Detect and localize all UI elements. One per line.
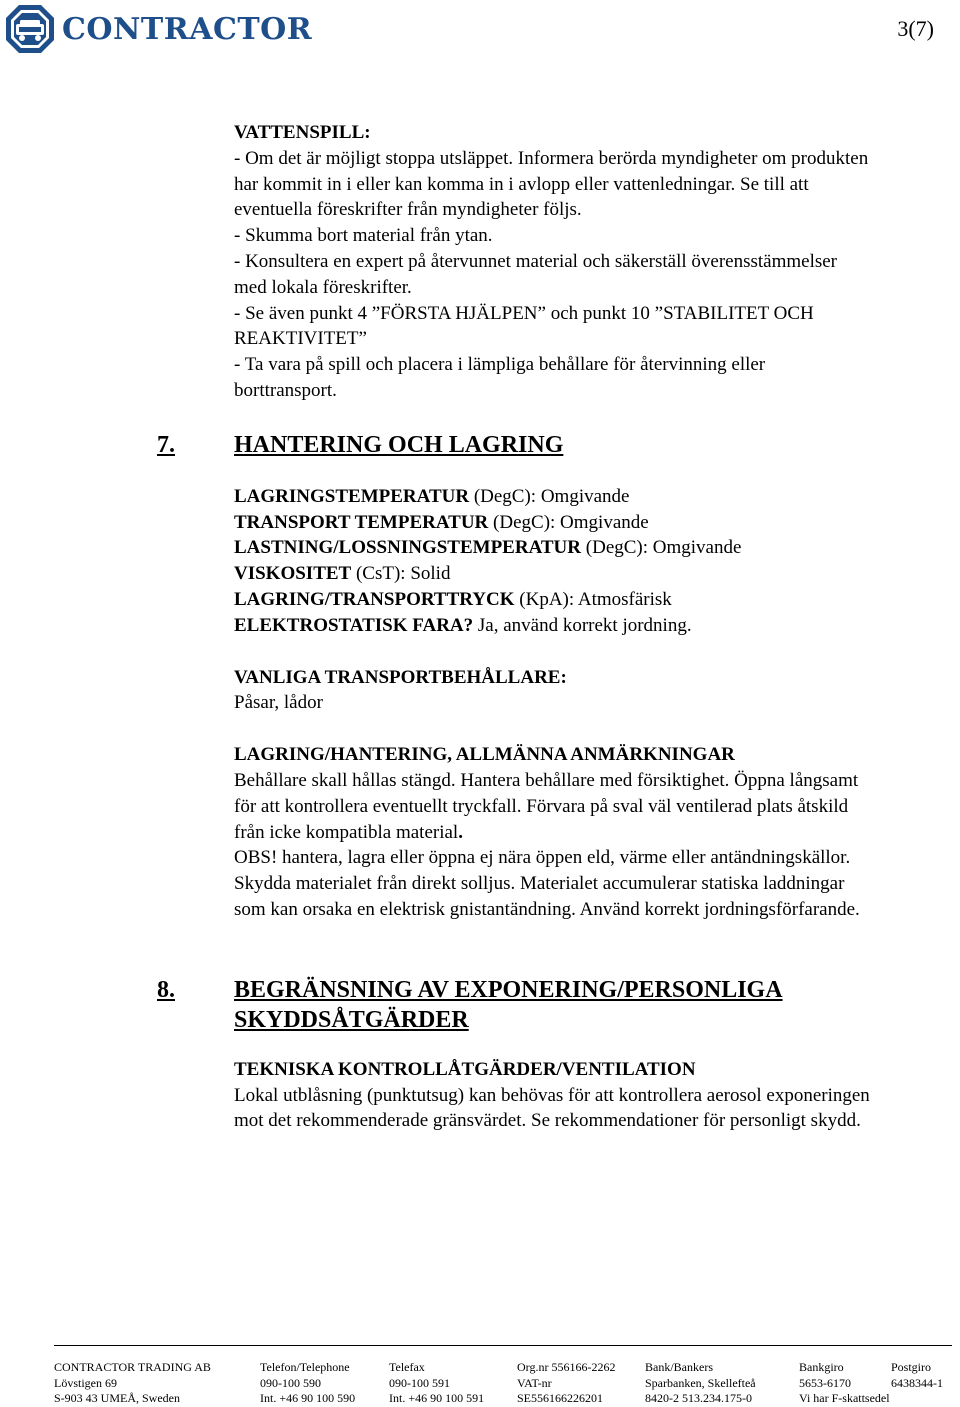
footer-cell: CONTRACTOR TRADING AB: [54, 1360, 211, 1374]
property-value: Ja, använd korrekt jordning.: [473, 614, 692, 636]
property-label: LAGRING/TRANSPORTTRYCK: [234, 588, 515, 610]
footer-cell: Lövstigen 69: [54, 1375, 117, 1390]
ventilation-line: Lokal utblåsning (punktutsug) kan behövas för att kontrollera aerosol exponeringen: [234, 1084, 870, 1106]
remarks-line: Behållare skall hållas stängd. Hantera behållare med försiktighet. Öppna långsamt: [234, 769, 859, 791]
property-value: (DegC): Omgivande: [488, 511, 649, 533]
spill-heading: VATTENSPILL:: [234, 122, 371, 143]
property-label: VISKOSITET: [234, 563, 352, 585]
footer-cell: 5653-6170: [799, 1375, 851, 1390]
section-8-number: 8.: [157, 976, 175, 1003]
document-body: [157, 120, 960, 1134]
footer-cell: 090-100 591: [389, 1375, 450, 1390]
property-row: [234, 587, 960, 613]
property-row: [234, 535, 960, 561]
remarks-line: [234, 820, 960, 846]
footer-cell: 090-100 590: [260, 1375, 321, 1390]
spill-line: REAKTIVITET”: [234, 328, 367, 350]
property-row: [234, 613, 960, 639]
section-8-title-line1: BEGRÄNSNING AV EXPONERING/PERSONLIGA: [234, 976, 783, 1003]
property-row: [234, 484, 960, 510]
page-number: 3(7): [897, 16, 934, 41]
footer-bankgiro: [799, 1360, 890, 1407]
remarks-heading: LAGRING/HANTERING, ALLMÄNNA ANMÄRKNINGAR: [234, 744, 735, 766]
footer-company: [54, 1360, 211, 1407]
company-badge-icon: [4, 3, 56, 55]
section-7-heading: [157, 430, 960, 460]
property-label: LASTNING/LOSSNINGSTEMPERATUR: [234, 537, 582, 559]
remarks-line: Skydda materialet från direkt solljus. Materialet accumulerar statiska laddningar: [234, 873, 845, 895]
section-7-title: HANTERING OCH LAGRING: [234, 431, 564, 458]
spill-line: eventuella föreskrifter från myndigheter följs.: [234, 199, 582, 221]
remarks-line: som kan orsaka en elektrisk gnistantändning. Använd korrekt jordningsförfarande.: [234, 898, 860, 920]
spill-line: - Ta vara på spill och placera i lämpliga behållare för återvinning eller: [234, 354, 766, 376]
property-value: (DegC): Omgivande: [469, 485, 630, 507]
property-row: [234, 561, 960, 587]
remarks-line: OBS! hantera, lagra eller öppna ej nära öppen eld, värme eller antändningskällor.: [234, 847, 851, 869]
property-value: (CsT): Solid: [351, 563, 451, 585]
company-logo: [4, 2, 312, 56]
spill-line: - Konsultera en expert på återvunnet material och säkerställ överensstämmelser: [234, 250, 838, 272]
spill-line: har kommit in i eller kan komma in i avlopp eller vattenledningar. Se till att: [234, 173, 809, 195]
footer-cell: SE556166226201: [517, 1391, 604, 1405]
containers-text: Påsar, lådor: [234, 692, 323, 714]
containers-heading: VANLIGA TRANSPORTBEHÅLLARE:: [234, 666, 567, 688]
ventilation-line: mot det rekommenderade gränsvärdet. Se rekommendationer för personligt skydd.: [234, 1110, 861, 1132]
footer-cell: 6438344-1: [891, 1375, 943, 1390]
section-8-title-line2: SKYDDSÅTGÄRDER: [234, 1006, 469, 1033]
footer-cell: Sparbanken, Skellefteå: [645, 1375, 756, 1390]
company-logo-text: CONTRACTOR: [62, 12, 313, 47]
footer-cell: VAT-nr: [517, 1375, 552, 1390]
footer-cell: Vi har F-skattsedel: [799, 1391, 890, 1405]
section-8-heading: [157, 975, 960, 1035]
footer-org-vat: [517, 1360, 615, 1407]
property-row: [234, 510, 960, 536]
footer-telefax: [389, 1360, 484, 1407]
remarks-line: för att kontrollera eventuellt tryckfall. Förvara på sval väl ventilerad plats åtskild: [234, 795, 849, 817]
footer-cell: Postgiro: [891, 1360, 932, 1374]
property-value: (KpA): Atmosfärisk: [514, 588, 672, 610]
spill-line: - Se även punkt 4 ”FÖRSTA HJÄLPEN” och punkt 10 ”STABILITET OCH: [234, 302, 814, 324]
footer-postgiro: [891, 1360, 943, 1391]
footer-bank: [645, 1360, 756, 1407]
footer-cell: Int. +46 90 100 591: [389, 1391, 485, 1405]
ventilation-heading: TEKNISKA KONTROLLÅTGÄRDER/VENTILATION: [234, 1058, 696, 1080]
property-label: ELEKTROSTATISK FARA?: [234, 614, 474, 636]
footer-cell: Bank/Bankers: [645, 1360, 713, 1374]
footer-cell: Org.nr 556166-2262: [517, 1360, 616, 1374]
property-value: (DegC): Omgivande: [581, 537, 742, 559]
property-label: TRANSPORT TEMPERATUR: [234, 511, 489, 533]
spill-line: borttransport.: [234, 379, 337, 401]
footer-cell: Bankgiro: [799, 1360, 844, 1374]
footer-cell: Telefon/Telephone: [260, 1360, 350, 1374]
section-7-number: 7.: [157, 431, 175, 458]
footer-cell: S-903 43 UMEÅ, Sweden: [54, 1391, 180, 1405]
remarks-period: .: [458, 821, 463, 843]
footer-telephone: [260, 1360, 355, 1407]
spill-line: - Skumma bort material från ytan.: [234, 225, 493, 247]
property-label: LAGRINGSTEMPERATUR: [234, 485, 470, 507]
footer-cell: Telefax: [389, 1360, 425, 1374]
spill-line: - Om det är möjligt stoppa utsläppet. Informera berörda myndigheter om produkten: [234, 147, 869, 169]
footer-cell: 8420-2 513.234.175-0: [645, 1391, 752, 1405]
footer-divider: [54, 1345, 952, 1346]
spill-line: med lokala föreskrifter.: [234, 276, 412, 298]
footer-cell: Int. +46 90 100 590: [260, 1391, 356, 1405]
remarks-line-text: från icke kompatibla material: [234, 821, 459, 843]
